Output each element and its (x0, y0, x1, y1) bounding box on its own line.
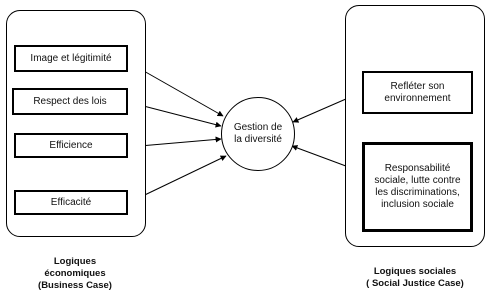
left-caption: Logiques économiques (Business Case) (38, 256, 112, 291)
box-label: Image et légitimité (30, 52, 112, 64)
center-node-gestion-diversite (221, 97, 295, 171)
box-label: Refléter son environnement (384, 80, 451, 104)
box-responsabilite-sociale (362, 142, 473, 232)
box-respect-des-lois (12, 88, 128, 115)
box-label: Respect des lois (33, 95, 107, 107)
box-efficience (14, 133, 128, 158)
box-efficacite (14, 190, 128, 215)
box-image-et-legitimite (14, 45, 128, 72)
box-refleter-son-environnement (362, 71, 473, 114)
box-label: Efficacité (50, 196, 92, 208)
center-label: Gestion de la diversité (233, 122, 283, 145)
right-caption: Logiques sociales ( Social Justice Case) (366, 266, 464, 289)
box-label: Responsabilité sociale, lutte contre les discriminations, inclusion sociale (374, 163, 461, 210)
box-label: Efficience (49, 139, 93, 151)
